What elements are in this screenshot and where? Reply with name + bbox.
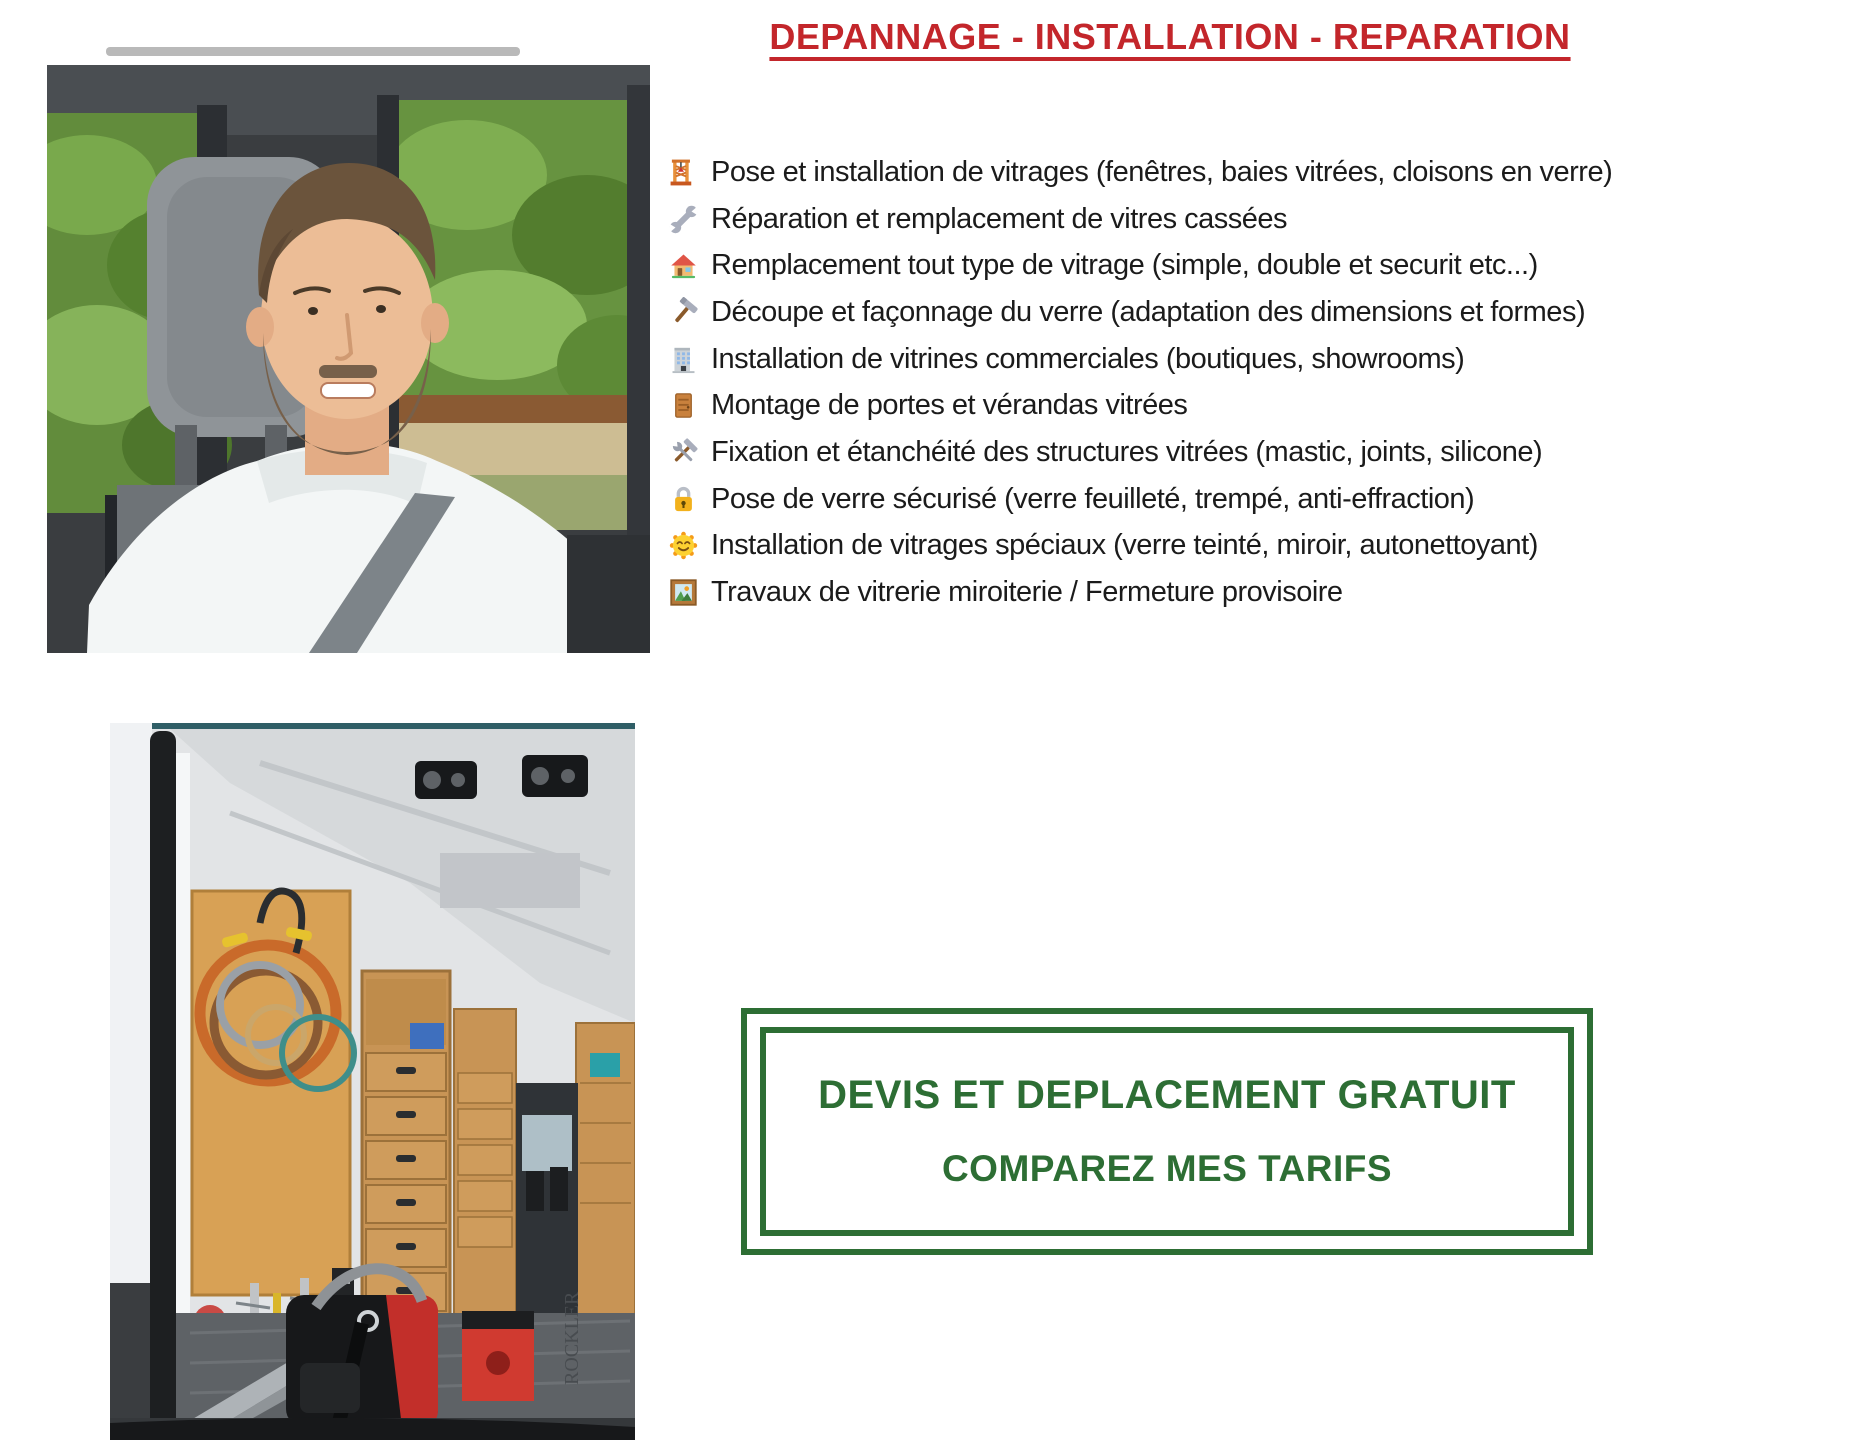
list-item [668, 569, 1612, 616]
promo-box [741, 1008, 1593, 1255]
sun-with-face-icon [668, 530, 699, 561]
promo-line1: DEVIS ET DEPLACEMENT GRATUIT [818, 1073, 1516, 1117]
list-item [668, 149, 1612, 196]
building-construction-icon [668, 157, 699, 188]
door-icon [668, 390, 699, 421]
list-item [668, 336, 1612, 383]
promo-line2: COMPAREZ MES TARIFS [941, 1148, 1393, 1189]
lock-icon [668, 484, 699, 515]
service-label: Travaux de vitrerie miroiterie / Fermeture provisoire [711, 576, 1343, 609]
list-item [668, 196, 1612, 243]
driver-selfie-photo [47, 65, 650, 653]
page-title: DEPANNAGE - INSTALLATION - REPARATION [769, 16, 1571, 57]
service-label: Découpe et façonnage du verre (adaptation des dimensions et formes) [711, 295, 1586, 328]
hammer-and-wrench-icon [668, 437, 699, 468]
hammer-icon [668, 297, 699, 328]
divider-bar [106, 47, 520, 56]
office-building-icon [668, 344, 699, 375]
service-label: Pose et installation de vitrages (fenêtres, baies vitrées, cloisons en verre) [711, 155, 1613, 188]
service-label: Réparation et remplacement de vitres cassées [711, 202, 1288, 235]
list-item [668, 289, 1612, 336]
service-label: Pose de verre sécurisé (verre feuilleté, trempé, anti-effraction) [711, 482, 1475, 515]
wrench-icon [668, 204, 699, 235]
list-item [668, 476, 1612, 523]
list-item [668, 523, 1612, 570]
service-label: Installation de vitrages spéciaux (verre teinté, miroir, autonettoyant) [711, 529, 1538, 562]
van-interior-illustration [110, 723, 635, 1440]
service-label: Installation de vitrines commerciales (boutiques, showrooms) [711, 342, 1465, 375]
house-icon [668, 250, 699, 281]
floor-mat-text: ROCKLER [561, 1291, 583, 1385]
list-item [668, 429, 1612, 476]
promo-box-inner [760, 1027, 1574, 1236]
framed-picture-icon [668, 577, 699, 608]
van-interior-photo [110, 723, 635, 1440]
list-item [668, 382, 1612, 429]
service-label: Fixation et étanchéité des structures vitrées (mastic, joints, silicone) [711, 435, 1543, 468]
service-label: Montage de portes et vérandas vitrées [711, 389, 1188, 422]
list-item [668, 242, 1612, 289]
driver-selfie-illustration [47, 65, 650, 653]
service-label: Remplacement tout type de vitrage (simple, double et securit etc...) [711, 249, 1538, 282]
services-list [668, 149, 1612, 616]
